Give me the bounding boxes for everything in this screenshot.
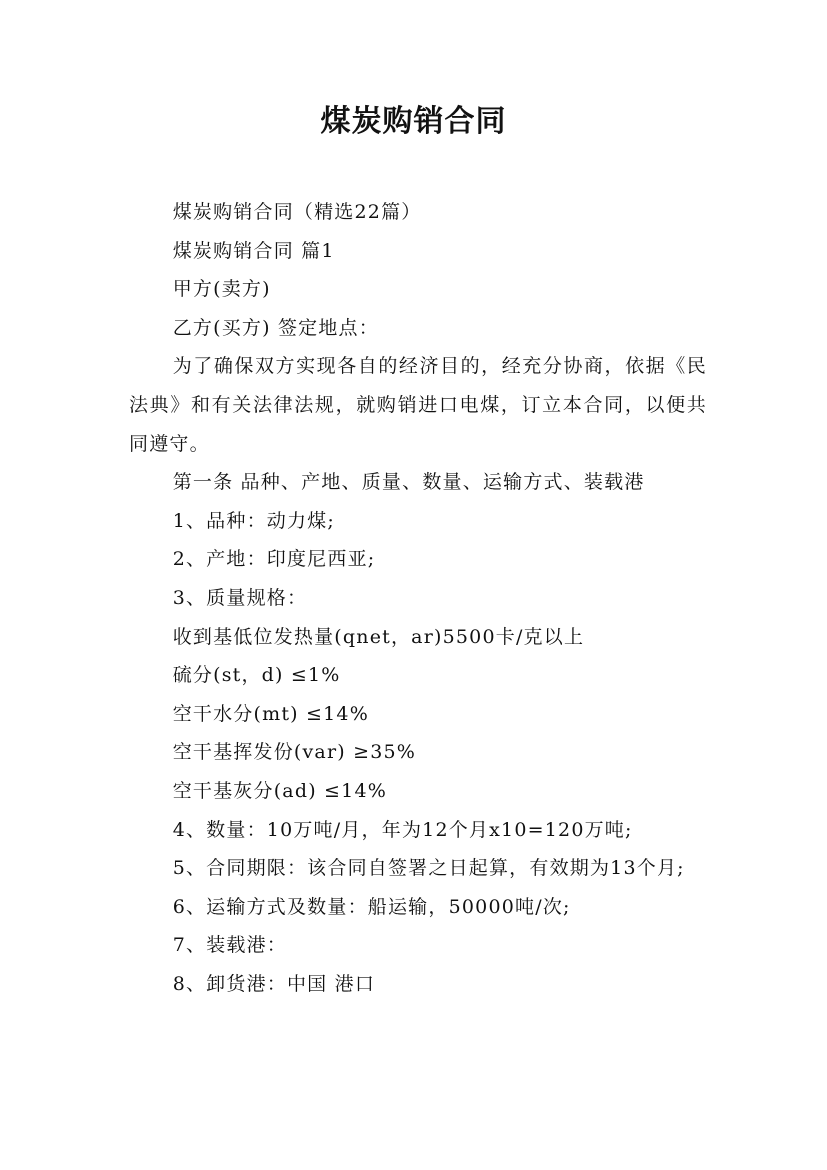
document-body: [129, 193, 707, 1003]
paragraph-item-transport: 6、运输方式及数量：船运输，50000吨/次;: [172, 895, 571, 918]
paragraph-item-loading-port: 7、装载港：: [172, 934, 287, 957]
paragraph-spec-sulfur: 硫分(st，d) ≤1%: [172, 664, 341, 687]
paragraph-spec-calorific: 收到基低位发热量(qnet，ar)5500卡/克以上: [172, 625, 585, 648]
paragraph-article-one: 第一条 品种、产地、质量、数量、运输方式、装载港: [172, 471, 645, 494]
paragraph-spec-ash: 空干基灰分(ad) ≤14%: [172, 779, 387, 802]
document-title: 煤炭购销合同: [320, 104, 507, 139]
paragraph-item-origin: 2、产地：印度尼西亚;: [172, 548, 376, 571]
paragraph-item-quantity: 4、数量：10万吨/月，年为12个月x10=120万吨;: [172, 818, 633, 841]
paragraph-item-discharge-port: 8、卸货港：中国 港口: [172, 972, 376, 995]
paragraph-item-term: 5、合同期限：该合同自签署之日起算，有效期为13个月;: [172, 857, 685, 880]
paragraph-spec-volatile: 空干基挥发份(var) ≥35%: [172, 741, 417, 764]
paragraph-item-quality: 3、质量规格：: [172, 586, 308, 609]
paragraph-preamble: 为了确保双方实现各自的经济目的，经充分协商，依据《民法典》和有关法律法规，就购销进口电煤，订立本合同，以便共同遵守。: [129, 355, 707, 455]
paragraph-party-b: 乙方(买方) 签定地点：: [172, 316, 379, 339]
paragraph-party-a: 甲方(卖方): [172, 278, 271, 301]
paragraph-section-heading: 煤炭购销合同 篇1: [172, 239, 335, 262]
paragraph-spec-moisture: 空干水分(mt) ≤14%: [172, 702, 369, 725]
paragraph-subtitle: 煤炭购销合同（精选22篇）: [172, 201, 422, 223]
paragraph-item-variety: 1、品种：动力煤;: [172, 509, 335, 532]
